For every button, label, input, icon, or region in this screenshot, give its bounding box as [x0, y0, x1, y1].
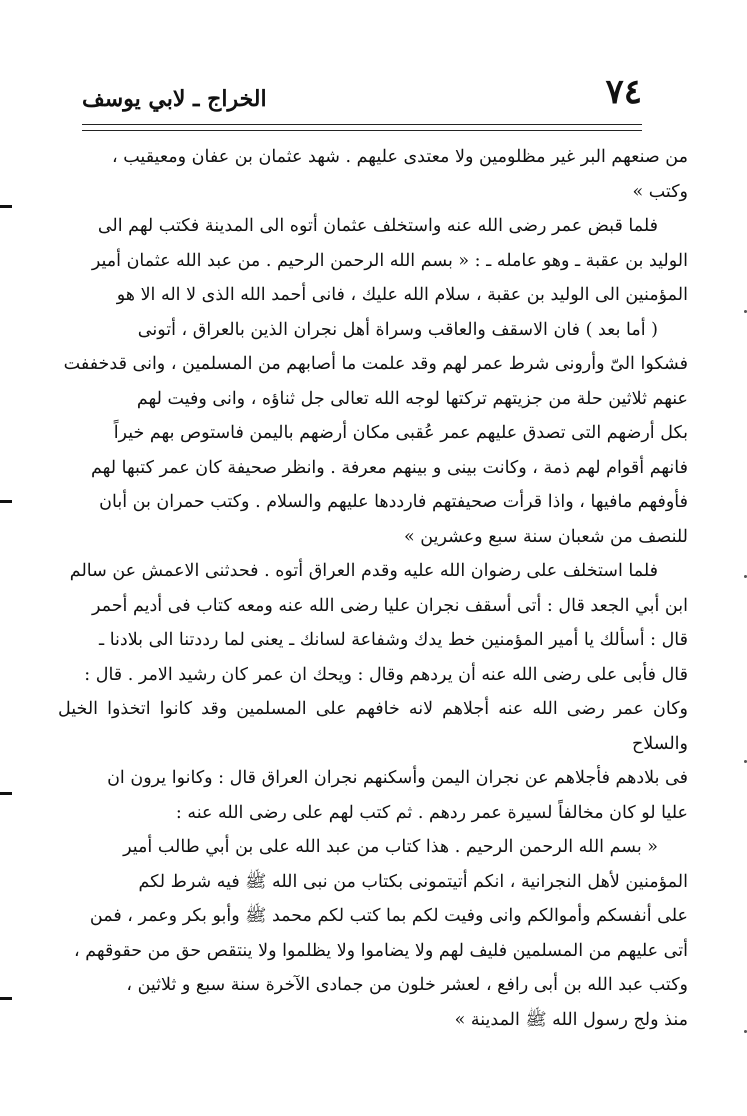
- text-line: فأوفهم مافيها ، واذا قرأت صحيفتهم فارددها عليهم والسلام . وكتب حمران بن أبان: [99, 492, 688, 512]
- text-line: قال : أسألك يا أمير المؤمنين خط يدك وشفاعة لسانك ـ يعنى لما رددتنا الى بلادنا ـ: [99, 630, 688, 650]
- text-line: المؤمنين الى الوليد بن عقبة ، سلام الله عليك ، فانى أحمد الله الذى لا اله الا هو: [116, 285, 688, 305]
- text-line: « بسم الله الرحمن الرحيم . هذا كتاب من عبد الله على بن أبي طالب أمير: [123, 837, 658, 857]
- text-line: على أنفسكم وأموالكم وانى وفيت لكم بما كتب لكم محمد ﷺ وأبو بكر وعمر ، فمن: [89, 906, 688, 926]
- text-line: عليا لو كان مخالفاً لسيرة عمر ردهم . ثم كتب لهم على رضى الله عنه :: [175, 802, 688, 823]
- margin-tick: [0, 997, 12, 1000]
- text-line: للنصف من شعبان سنة سبع وعشرين »: [404, 526, 688, 547]
- text-line: فشكوا الىّ وأرونى شرط عمر لهم وقد علمت ما أصابهم من المسلمين ، وانى قدخففت: [63, 354, 688, 374]
- page-number: ٧٤: [605, 72, 642, 112]
- margin-tick: [0, 792, 12, 795]
- text-line: بكل أرضهم التى تصدق عليهم عمر عُقبى مكان أرضهم باليمن فاستوص بهم خيراً: [113, 423, 688, 443]
- page-header: [82, 72, 642, 122]
- text-line: عنهم ثلاثين حلة من جزيتهم تركتها لوجه الله تعالى جل ثناؤه ، وانى وفيت لهم: [136, 388, 688, 409]
- text-line: وكتب »: [632, 181, 688, 202]
- text-line: ابن أبي الجعد قال : أتى أسقف نجران عليا رضى الله عنه ومعه كتاب فى أديم أحمر: [91, 595, 688, 616]
- margin-tick: [0, 500, 12, 503]
- text-line: فى بلادهم فأجلاهم عن نجران اليمن وأسكنهم نجران العراق قال : وكانوا يرون ان: [107, 768, 688, 788]
- running-title: الخراج ـ لابي يوسف: [82, 86, 267, 112]
- text-line: منذ ولج رسول الله ﷺ المدينة »: [454, 1009, 688, 1030]
- text-line: ( أما بعد ) فان الاسقف والعاقب وسراة أهل نجران الذين بالعراق ، أتونى: [137, 319, 658, 340]
- text-line: أتى عليهم من المسلمين فليف لهم ولا يضاموا ولا يظلموا ولا ينتقص حق من حقوقهم ،: [74, 940, 688, 961]
- margin-tick: [0, 205, 12, 208]
- text-line: الوليد بن عقبة ـ وهو عامله ـ : « بسم الله الرحمن الرحيم . من عبد الله عثمان أمير: [91, 250, 688, 271]
- text-line: من صنعهم البر غير مظلومين ولا معتدى عليهم . شهد عثمان بن عفان ومعيقيب ،: [112, 147, 688, 167]
- text-line: وكتب عبد الله بن أبى رافع ، لعشر خلون من جمادى الآخرة سنة سبع و ثلاثين ،: [126, 975, 688, 995]
- text-line: فلما قبض عمر رضى الله عنه واستخلف عثمان أتوه الى المدينة فكتب لهم الى: [97, 216, 658, 236]
- text-line: فانهم أقوام لهم ذمة ، وكانت بينى و بينهم معرفة . وانظر صحيفة كان عمر كتبها لهم: [91, 457, 688, 478]
- text-line: المؤمنين لأهل النجرانية ، انكم أتيتمونى بكتاب من نبى الله ﷺ فيه شرط لكم: [138, 871, 688, 892]
- header-rule: [82, 124, 642, 125]
- text-line: وكان عمر رضى الله عنه أجلاهم لانه خافهم على المسلمين وقد كانوا اتخذوا الخيل والسلاح: [58, 699, 688, 754]
- text-line: قال فأبى على رضى الله عنه أن يردهم وقال : ويحك ان عمر كان رشيد الامر . قال :: [84, 664, 688, 685]
- main-text: [58, 140, 688, 1037]
- text-line: فلما استخلف على رضوان الله عليه وقدم العراق أتوه . فحدثنى الاعمش عن سالم: [69, 561, 658, 581]
- header-rule-thin: [82, 130, 642, 131]
